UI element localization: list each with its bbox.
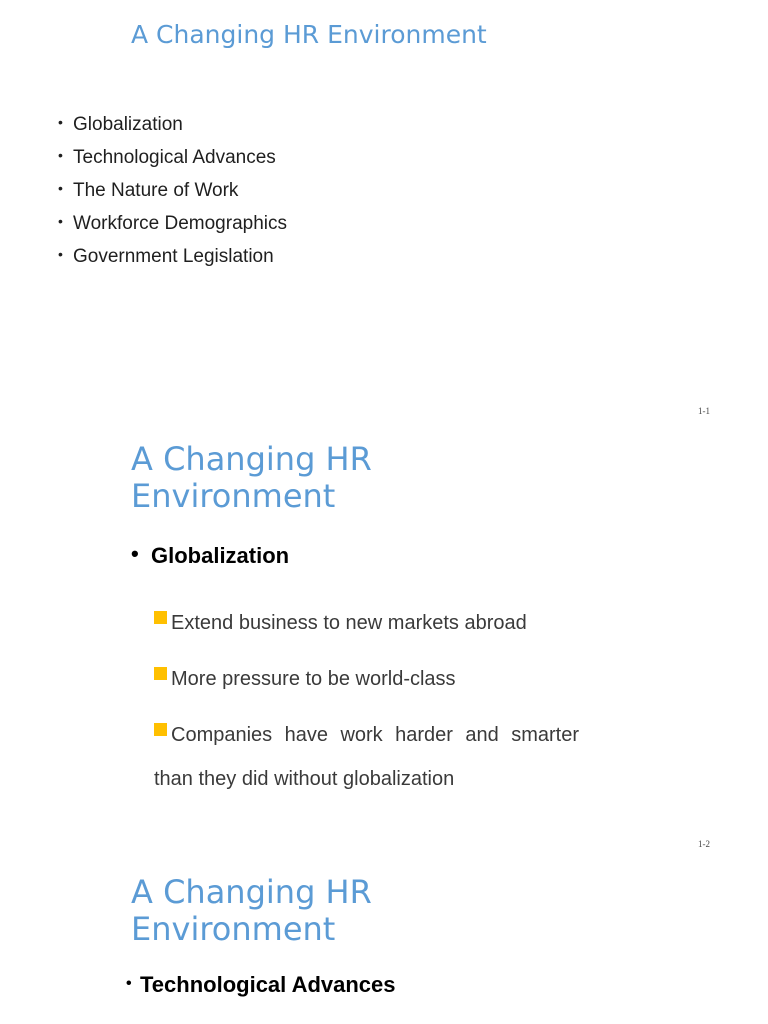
bullet-dot-icon: • [126, 975, 132, 992]
list-item [58, 114, 287, 147]
slide-title: A Changing HR Environment [131, 20, 487, 49]
sub-list-item [154, 713, 579, 801]
bullet-dot-icon: • [58, 213, 63, 229]
slide-3 [0, 866, 768, 1024]
square-bullet-icon [154, 723, 167, 736]
main-bullet [126, 972, 396, 998]
sub-bullet-text: Extend business to new markets abroad [171, 612, 527, 634]
square-bullet-icon [154, 611, 167, 624]
bullet-text: Globalization [73, 114, 183, 135]
slide-2 [0, 433, 768, 865]
sub-bullet-list [154, 601, 579, 813]
slide-title: A Changing HR Environment [131, 440, 372, 515]
square-bullet-icon [154, 667, 167, 680]
sub-list-item [154, 601, 579, 645]
bullet-text: Government Legislation [73, 246, 274, 267]
sub-bullet-text: Companies have work harder and smarter than they did without globalization [154, 724, 579, 790]
list-item [58, 246, 287, 279]
main-bullet-text: Globalization [151, 543, 290, 568]
bullet-text: Technological Advances [73, 147, 276, 168]
bullet-dot-icon: • [58, 246, 63, 262]
bullet-dot-icon: • [58, 147, 63, 163]
slide-1 [0, 0, 768, 430]
main-bullet-text: Technological Advances [140, 972, 396, 997]
bullet-text: The Nature of Work [73, 180, 239, 201]
sub-list-item [154, 657, 579, 701]
slide-title: A Changing HR Environment [131, 873, 372, 948]
slide-number: 1-2 [698, 839, 710, 849]
slide-number: 1-1 [698, 406, 710, 416]
bullet-dot-icon: • [58, 114, 63, 130]
bullet-text: Workforce Demographics [73, 213, 288, 234]
list-item [58, 213, 287, 246]
bullet-list [58, 114, 287, 279]
list-item [58, 180, 287, 213]
sub-bullet-text: More pressure to be world-class [171, 668, 456, 690]
bullet-dot-icon: • [131, 541, 139, 566]
bullet-dot-icon: • [58, 180, 63, 196]
main-bullet [131, 543, 289, 569]
list-item [58, 147, 287, 180]
